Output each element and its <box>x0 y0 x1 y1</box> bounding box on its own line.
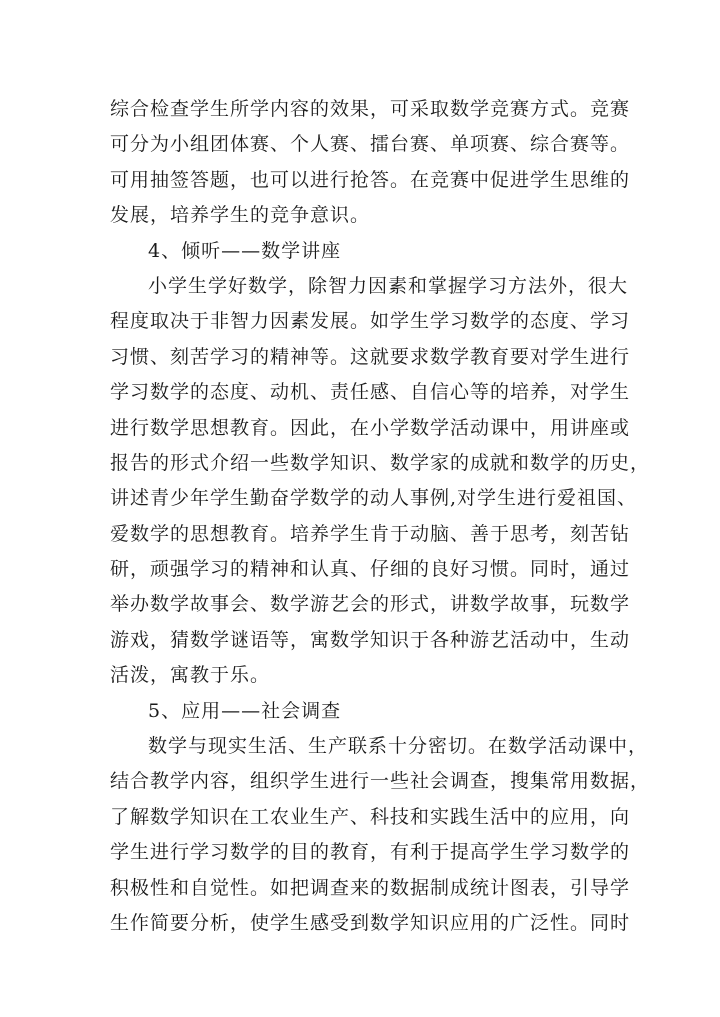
text-line: 活泼，寓教于乐。 <box>110 664 271 687</box>
text-line: 学生进行学习数学的目的教育，有利于提高学生学习数学的 <box>110 841 631 864</box>
section-heading: 4、倾听——数学讲座 <box>148 239 342 262</box>
body-text <box>110 92 651 941</box>
section-heading: 5、应用——社会调查 <box>148 699 342 722</box>
text-line: 举办数学故事会、数学游艺会的形式，讲数学故事，玩数学 <box>110 593 631 616</box>
text-line: 综合检查学生所学内容的效果，可采取数学竞赛方式。竞赛 <box>110 98 631 120</box>
text-line: 小学生学好数学，除智力因素和掌握学习方法外，很大 <box>148 274 629 297</box>
text-line: 报告的形式介绍一些数学知识、数学家的成就和数学的历史， <box>110 451 651 474</box>
text-line: 习惯、刻苦学习的精神等。这就要求数学教育要对学生进行 <box>110 345 631 368</box>
text-line: 程度取决于非智力因素发展。如学生学习数学的态度、学习 <box>110 310 631 333</box>
text-line: 游戏，猜数学谜语等，寓数学知识于各种游艺活动中，生动 <box>110 628 631 651</box>
text-line: 积极性和自觉性。如把调查来的数据制成统计图表，引导学 <box>110 876 631 899</box>
text-line: 了解数学知识在工农业生产、科技和实践生活中的应用，向 <box>110 805 631 828</box>
text-line: 结合教学内容，组织学生进行一些社会调查，搜集常用数据， <box>110 770 651 793</box>
text-line: 讲述青少年学生勤奋学数学的动人事例,对学生进行爱祖国、 <box>110 487 638 510</box>
text-line: 发展，培养学生的竞争意识。 <box>110 204 371 227</box>
text-line: 可用抽签答题，也可以进行抢答。在竞赛中促进学生思维的 <box>110 168 631 191</box>
text-line: 学习数学的态度、动机、责任感、自信心等的培养，对学生 <box>110 381 631 404</box>
text-line: 生作简要分析，使学生感受到数学知识应用的广泛性。同时 <box>110 911 631 934</box>
text-line: 进行数学思想教育。因此，在小学数学活动课中，用讲座或 <box>110 416 631 439</box>
text-line: 研，顽强学习的精神和认真、仔细的良好习惯。同时，通过 <box>110 558 631 581</box>
text-line: 爱数学的思想教育。培养学生肯于动脑、善于思考，刻苦钻 <box>110 522 631 545</box>
text-line: 可分为小组团体赛、个人赛、擂台赛、单项赛、综合赛等。 <box>110 133 631 156</box>
text-line: 数学与现实生活、生产联系十分密切。在数学活动课中， <box>148 735 649 758</box>
